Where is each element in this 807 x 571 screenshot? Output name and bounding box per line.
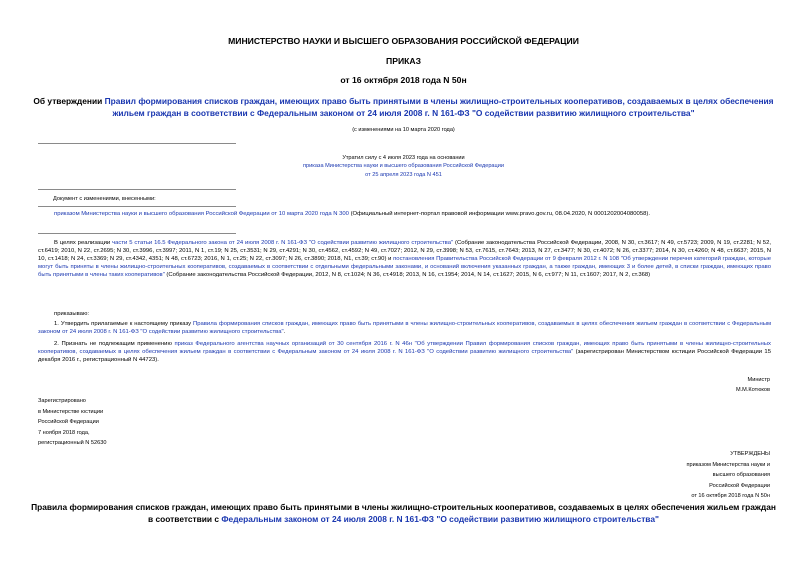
item-2-rest: (зарегистрирован Министерством юстиции Российской Федерации 15 декабря 2016 г., регистрационный N 44723). <box>38 348 771 363</box>
preamble-law-link[interactable]: части 5 статьи 16.5 Федерального закона от 24 июля 2008 г. N 161-ФЗ "О содействии развитию жилищного строительства" <box>112 240 454 246</box>
preamble-resolution-link[interactable]: постановления Правительства Российской Федерации от 9 февраля 2012 г. N 108 "Об утверждении перечня категорий граждан, которые могут быть приняты в члены жилищно-строительных кооперативов, создаваемых в соответствии с отдельными федеральными законами, и оснований включения указанных граждан, а также граждан, имеющих 3 и более детей, в списки граждан, имеющих право быть принятыми в члены таких кооперативов" <box>38 255 771 278</box>
date-number-heading: от 16 октября 2018 года N 50н <box>340 75 467 85</box>
item-1-text: 1. Утвердить прилагаемые к настоящему приказу <box>54 321 194 327</box>
changes-rest: (Официальный интернет-портал правовой информации www.pravo.gov.ru, 08.04.2020, N 0001202004080058). <box>348 211 650 217</box>
document-title <box>30 96 777 119</box>
changes-paragraph <box>38 211 771 219</box>
item-2-paragraph <box>38 341 771 365</box>
changes-link[interactable]: приказом Министерства науки и высшего образования Российской Федерации от 10 марта 2020 года N 300 <box>54 211 349 217</box>
approval-block <box>686 449 770 502</box>
signature-position: Министр <box>747 377 770 383</box>
signature-name: М.М.Котюков <box>735 387 770 393</box>
item-1-end: . <box>283 328 286 335</box>
approval-line-1: УТВЕРЖДЕНЫ <box>730 451 770 457</box>
changes-note: (с изменениями на 10 марта 2020 года) <box>352 127 455 133</box>
divider <box>38 233 236 234</box>
approval-line-2: приказом Министерства науки и <box>686 461 770 468</box>
title-prefix: Об утверждении <box>33 96 105 106</box>
lost-force-block <box>0 154 807 179</box>
registration-block <box>38 396 106 449</box>
divider <box>38 189 236 190</box>
approval-line-4: Российской Федерации <box>709 482 770 489</box>
rules-title-prefix: Правила формирования списков граждан, имеющих право быть принятыми в члены жилищно-строительных кооперативов, создаваемых в целях обеспечения жильем граждан в соответствии с <box>31 502 776 524</box>
registration-line-5: регистрационный N 52630 <box>38 440 107 447</box>
item-1-rules-link[interactable]: Правила формирования списков граждан, имеющих право быть принятыми в члены жилищно-строительных кооперативов, создаваемых в целях обеспечения жильем граждан в соответствии с Федеральным законом от 24 июля 2008 г. N 161-ФЗ "О содействии развитию жилищного строительства" <box>38 321 771 335</box>
approval-line-5: от 16 октября 2018 года N 50н <box>691 493 770 500</box>
registration-line-1: Зарегистрировано <box>38 398 86 404</box>
item-1-paragraph <box>38 321 771 337</box>
divider <box>38 143 236 144</box>
orders-label: приказываю: <box>54 311 90 317</box>
title-link[interactable]: Правил формирования списков граждан, имеющих право быть принятыми в члены жилищно-строительных кооперативов, создаваемых в целях обеспечения жильем граждан в соответствии с Федеральным законом от 24 июля 2008 г. N 161-ФЗ "О содействии развитию жилищного строительства" <box>104 96 774 118</box>
registration-line-4: 7 ноября 2018 года, <box>38 429 90 436</box>
rules-title <box>30 502 777 525</box>
ministry-heading: МИНИСТЕРСТВО НАУКИ И ВЫСШЕГО ОБРАЗОВАНИЯ РОССИЙСКОЙ ФЕДЕРАЦИИ <box>228 36 579 46</box>
lost-force-text: Утратил силу с 4 июля 2023 года на основании <box>342 155 465 161</box>
signature-block <box>736 375 770 395</box>
registration-line-2: в Министерстве юстиции <box>38 408 104 415</box>
lost-force-link-2[interactable]: от 25 апреля 2023 года N 451 <box>365 171 442 178</box>
divider <box>38 206 236 207</box>
preamble-paragraph <box>38 240 771 280</box>
rules-title-law-link[interactable]: Федеральным законом от 24 июля 2008 г. N 161-ФЗ "О содействии развитию жилищного строительства" <box>221 513 659 524</box>
preamble-text-1: В целях реализации <box>54 240 113 246</box>
preamble-text-2: (Собрание законодательства Российской Федерации, 2008, N 30, ст.3617; N 49, ст.5723; 2009, N 19, ст.2281; N 52, ст.6419; 2010, N 22, ст.2695; N 30, ст.3996, ст.3997; 2011, N 1, ст.19; N 25, ст.3531; N 29, ст.4291; N 30, ст.4562, ст.4592; N 49, ст.7027; 2012, N 29, ст.3998; N 53, ст.7615, ст.7643; 2013, N 27, ст.3477; N 30, ст.4072; N 26, ст.3377; 2014, N 30, ст.4260; N 48, ст.6637; 2015, N 10, ст.1418; N 24, ст.3369; N 29, ст.4342, 4351; N 48, ст.6723; 2016, N 1, ст.25; N 22, ст.3097; N 26, ст.3890; 2018, N1, ст.39; ст.90) и <box>38 240 771 262</box>
item-2-order-link[interactable]: приказ Федерального агентства научных организаций от 30 сентября 2016 г. N 46н "Об утверждении Правил формирования списков граждан, имеющих право быть принятыми в члены жилищно-строительных кооперативов, создаваемых в целях обеспечения жильем граждан в соответствии с Федеральным законом от 24 июля 2008 г. N 161-ФЗ "О содействии развитию жилищного строительства" <box>38 341 771 355</box>
changes-label: Документ с изменениями, внесенными: <box>53 196 156 202</box>
lost-force-link-1[interactable]: приказа Министерства науки и высшего образования Российской Федерации <box>303 163 504 170</box>
approval-line-3: высшего образования <box>712 472 770 479</box>
preamble-text-3: (Собрание законодательства Российской Федерации, 2012, N 8, ст.1024; N 36, ст.4918; 2013, N 16, ст.1954; 2014, N 14, ст.1627; 2015, N 6, ст.977; N 11, ст.1607; 2017, N 2, ст.368) <box>164 271 651 278</box>
item-2-text: 2. Признать не подлежащим применению <box>54 341 175 347</box>
registration-line-3: Российской Федерации <box>38 419 99 426</box>
doc-type-heading: ПРИКАЗ <box>386 56 421 66</box>
